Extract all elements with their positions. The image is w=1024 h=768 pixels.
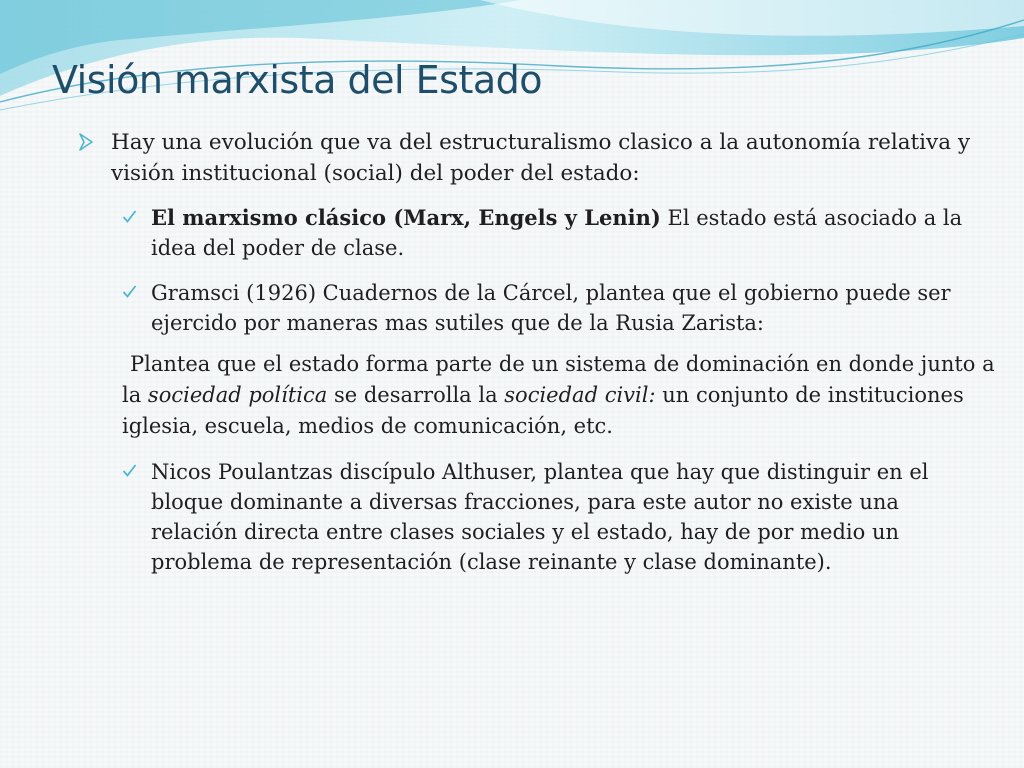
paragraph-text: Plantea que el estado forma parte de un sistema de dominación en donde junto a la: [122, 352, 995, 407]
main-bullet-text: Hay una evolución que va del estructuralismo clasico a la autonomía relativa y visión institucional (social) del poder del estado:: [111, 130, 970, 186]
main-bullet: [78, 127, 978, 189]
paragraph-text: un conjunto de instituciones iglesia, escuela, medios de comunicación, etc.: [122, 383, 964, 438]
paragraph-italic: sociedad política: [147, 383, 328, 407]
check-icon: [122, 284, 137, 299]
sub-bullet-text: Nicos Poulantzas discípulo Althuser, plantea que hay que distinguir en el bloque dominante a diversas fracciones, para este autor no existe una relación directa entre clases sociales y el estado, hay de por medio un problema de representación (clase reinante y clase dominante).: [151, 460, 929, 574]
sub-bullet-gramsci: [122, 278, 978, 338]
paragraph-text: se desarrolla la: [327, 383, 505, 407]
sub-bullet-text: Gramsci (1926) Cuadernos de la Cárcel, plantea que el gobierno puede ser ejercido por maneras mas sutiles que de la Rusia Zarista:: [151, 281, 951, 335]
sub-bullet-list: [122, 203, 978, 338]
sub-bullet-list-2: [122, 457, 978, 577]
sub-bullet-poulantzas: [122, 457, 978, 577]
sub-bullet-marxismo: [122, 203, 978, 263]
paragraph-italic: sociedad civil:: [504, 383, 656, 407]
slide-content: [78, 127, 995, 592]
check-icon: [122, 463, 137, 478]
sub-bullet-bold: El marxismo clásico (Marx, Engels y Lenin): [151, 205, 661, 230]
arrow-bullet-icon: [78, 133, 94, 151]
check-icon: [122, 209, 137, 224]
gramsci-paragraph: [122, 349, 1002, 442]
sub-bullet-text: El estado está asociado a la idea del poder de clase.: [151, 206, 963, 260]
slide-title: Visión marxista del Estado: [52, 58, 542, 102]
